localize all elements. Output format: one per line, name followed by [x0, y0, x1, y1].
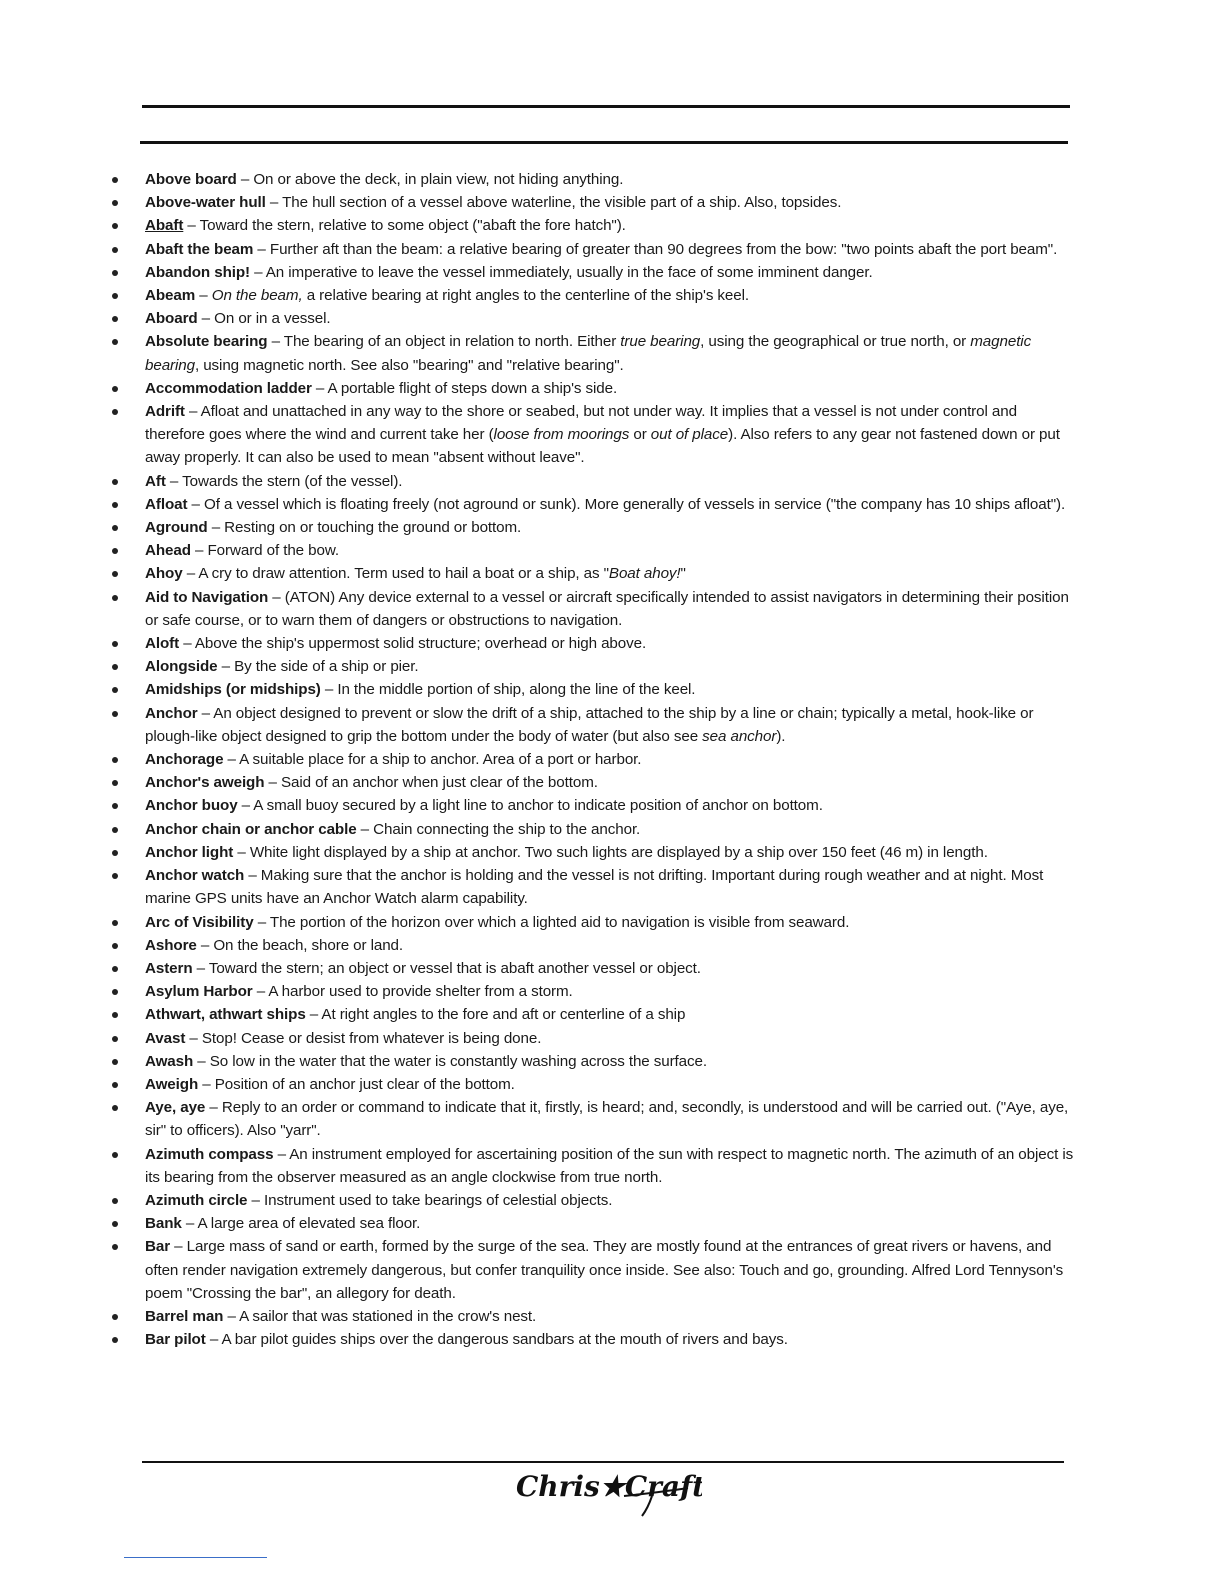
footer-link-underline	[124, 1557, 267, 1558]
bullet-icon	[112, 1152, 118, 1158]
glossary-entry	[112, 1235, 1078, 1305]
glossary-term: Aboard	[145, 310, 198, 328]
definition-text: – Reply to an order or command to indicate that it, firstly, is heard; and, secondly, is understood and will be carried out. ("Aye, aye, sir" to officers). Also "yarr".	[145, 1099, 1069, 1140]
glossary-entry	[112, 307, 1078, 330]
definition-text: – Toward the stern, relative to some object ("abaft the fore hatch").	[183, 217, 626, 235]
glossary-entry	[112, 957, 1078, 980]
definition-text: "	[680, 565, 686, 583]
glossary-term: Abaft the beam	[145, 240, 254, 258]
definition-text: – Resting on or touching the ground or bottom.	[207, 519, 522, 537]
glossary-term: Bank	[145, 1215, 182, 1233]
glossary-term: Aloft	[145, 635, 180, 653]
footer-rule	[142, 1461, 1064, 1463]
definition-text: – Said of an anchor when just clear of the bottom.	[264, 774, 598, 792]
definition-text: – Large mass of sand or earth, formed by the surge of the sea. They are mostly found at the entrances of great rivers or havens, and often render navigation extremely dangerous, but confer tranquility once inside. See also: Touch and go, grounding. Alfred Lord Tennyson's poem "Crossing the bar", an allegory for death.	[145, 1238, 1064, 1302]
bullet-icon	[112, 1082, 118, 1088]
glossary-term: Awash	[145, 1052, 194, 1070]
bullet-icon	[112, 247, 118, 253]
glossary-term: Azimuth circle	[145, 1191, 248, 1209]
bullet-icon	[112, 223, 118, 229]
glossary-entry	[112, 911, 1078, 934]
glossary-entry	[112, 632, 1078, 655]
definition-text: – So low in the water that the water is constantly washing across the surface.	[193, 1052, 707, 1070]
glossary-term: Absolute bearing	[145, 333, 268, 351]
glossary-entry	[112, 330, 1078, 376]
glossary-entry	[112, 1027, 1078, 1050]
glossary-entry	[112, 400, 1078, 470]
glossary-term: Adrift	[145, 403, 185, 421]
glossary-entry	[112, 1003, 1078, 1026]
glossary-term: Anchor's aweigh	[145, 774, 265, 792]
bullet-icon	[112, 409, 118, 415]
glossary-entry	[112, 377, 1078, 400]
glossary-term: Accommodation ladder	[145, 379, 312, 397]
definition-text: – An instrument employed for ascertaining position of the sun with respect to magnetic north. The azimuth of an object is its bearing from the observer measured as an angle clockwise from true north.	[145, 1145, 1074, 1186]
glossary-entry	[112, 1050, 1078, 1073]
glossary-term: Ashore	[145, 936, 197, 954]
definition-text: – (ATON) Any device external to a vessel or aircraft specifically intended to assist navigators in determining their position or safe course, or to warn them of dangers or obstructions to navigation.	[145, 588, 1069, 629]
glossary-term: Above board	[145, 171, 237, 188]
definition-text: – The portion of the horizon over which a lighted aid to navigation is visible from seaward.	[253, 913, 850, 931]
definition-italic-text: true bearing	[620, 333, 701, 351]
definition-text: – White light displayed by a ship at anchor. Two such lights are displayed by a ship over 150 feet (46 m) in length.	[233, 843, 988, 861]
bullet-icon	[112, 1244, 118, 1250]
bullet-icon	[112, 641, 118, 647]
definition-italic-text: On the beam,	[211, 287, 303, 305]
bullet-icon	[112, 177, 118, 183]
definition-text: – A suitable place for a ship to anchor. Area of a port or harbor.	[223, 751, 642, 769]
glossary-term: Amidships (or midships)	[145, 681, 321, 699]
definition-text: – On or above the deck, in plain view, not hiding anything.	[236, 171, 624, 188]
definition-text: – A large area of elevated sea floor.	[181, 1215, 421, 1233]
definition-text: – Towards the stern (of the vessel).	[165, 472, 403, 490]
glossary-term: Abandon ship!	[145, 263, 250, 281]
glossary-entry	[112, 470, 1078, 493]
glossary-term: Ahoy	[145, 565, 183, 583]
glossary-term: Afloat	[145, 495, 188, 513]
definition-text: –	[195, 287, 212, 305]
bullet-icon	[112, 1012, 118, 1018]
glossary-entry	[112, 748, 1078, 771]
definition-text: – Stop! Cease or desist from whatever is being done.	[185, 1029, 542, 1047]
definition-text: or	[629, 426, 651, 444]
bullet-icon	[112, 339, 118, 345]
definition-text: , using magnetic north. See also "bearing" and "relative bearing".	[194, 356, 624, 374]
glossary-term: Abaft	[145, 217, 184, 235]
bullet-icon	[112, 780, 118, 786]
definition-text: – Toward the stern; an object or vessel that is abaft another vessel or object.	[192, 959, 701, 977]
glossary-term: Abeam	[145, 287, 196, 305]
glossary-list	[112, 168, 1078, 1351]
glossary-term: Anchor watch	[145, 867, 245, 885]
definition-text: – Chain connecting the ship to the anchor.	[356, 820, 641, 838]
glossary-entry	[112, 678, 1078, 701]
bullet-icon	[112, 1036, 118, 1042]
definition-text: , using the geographical or true north, or	[700, 333, 971, 351]
glossary-term: Anchor buoy	[145, 797, 238, 815]
bullet-icon	[112, 943, 118, 949]
bullet-icon	[112, 200, 118, 206]
glossary-term: Bar	[145, 1238, 171, 1256]
definition-text: ).	[776, 727, 786, 745]
definition-text: – A cry to draw attention. Term used to hail a boat or a ship, as "	[182, 565, 609, 583]
glossary-entry	[112, 864, 1078, 910]
bullet-icon	[112, 920, 118, 926]
bullet-icon	[112, 1198, 118, 1204]
bullet-icon	[112, 1059, 118, 1065]
glossary-term: Asylum Harbor	[145, 983, 253, 1001]
definition-text: – At right angles to the fore and aft or centerline of a ship	[305, 1006, 686, 1024]
glossary-term: Anchorage	[145, 751, 224, 769]
bullet-icon	[112, 989, 118, 995]
glossary-term: Arc of Visibility	[145, 913, 254, 931]
definition-text: ). Also refers to any gear not fastened down or put away properly. It can also be used to mean "absent without leave".	[145, 426, 1060, 467]
glossary-entry	[112, 238, 1078, 261]
glossary-entry	[112, 841, 1078, 864]
bullet-icon	[112, 316, 118, 322]
glossary-entry	[112, 168, 1078, 191]
definition-text: – An imperative to leave the vessel immediately, usually in the face of some imminent danger.	[250, 263, 873, 281]
bullet-icon	[112, 502, 118, 508]
glossary-entry	[112, 516, 1078, 539]
glossary-term: Aweigh	[145, 1075, 199, 1093]
chris-craft-logo	[512, 1466, 702, 1518]
definition-text: a relative bearing at right angles to the centerline of the ship's keel.	[302, 287, 750, 305]
definition-italic-text: magnetic bearing	[145, 333, 1032, 374]
glossary-entry	[112, 1096, 1078, 1142]
glossary-term: Azimuth compass	[145, 1145, 274, 1163]
glossary-entry	[112, 794, 1078, 817]
definition-text: – In the middle portion of ship, along the line of the keel.	[320, 681, 696, 699]
glossary-entry	[112, 934, 1078, 957]
glossary-term: Anchor	[145, 704, 198, 722]
bullet-icon	[112, 1221, 118, 1227]
bullet-icon	[112, 1337, 118, 1343]
definition-text: – Above the ship's uppermost solid structure; overhead or high above.	[179, 635, 647, 653]
bullet-icon	[112, 595, 118, 601]
glossary-term: Ahead	[145, 542, 191, 560]
glossary-term: Alongside	[145, 658, 218, 676]
definition-text: – A bar pilot guides ships over the dangerous sandbars at the mouth of rivers and bays.	[205, 1331, 788, 1349]
bullet-icon	[112, 479, 118, 485]
definition-italic-text: sea anchor	[702, 727, 777, 745]
glossary-term: Bar pilot	[145, 1331, 206, 1349]
glossary-term: Avast	[145, 1029, 186, 1047]
definition-text: – The bearing of an object in relation to north. Either	[267, 333, 621, 351]
bullet-icon	[112, 571, 118, 577]
bullet-icon	[112, 850, 118, 856]
definition-text: – An object designed to prevent or slow the drift of a ship, attached to the ship by a line or chain; typically a metal, hook-like or plough-like object designed to grip the bottom under the body of water (but also see	[145, 704, 1034, 745]
glossary-term: Athwart, athwart ships	[145, 1006, 306, 1024]
header-rule-bottom	[140, 141, 1068, 144]
glossary-entry	[112, 1328, 1078, 1351]
bullet-icon	[112, 966, 118, 972]
glossary-term: Barrel man	[145, 1307, 224, 1325]
definition-text: – On or in a vessel.	[197, 310, 331, 328]
glossary-entry	[112, 261, 1078, 284]
definition-italic-text: loose from moorings	[493, 426, 630, 444]
bullet-icon	[112, 293, 118, 299]
bullet-icon	[112, 687, 118, 693]
glossary-term: Anchor chain or anchor cable	[145, 820, 357, 838]
glossary-entry	[112, 493, 1078, 516]
definition-italic-text: Boat ahoy!	[608, 565, 681, 583]
definition-text: – On the beach, shore or land.	[196, 936, 404, 954]
glossary-entry	[112, 586, 1078, 632]
glossary-entry	[112, 980, 1078, 1003]
glossary-term: Aye, aye	[145, 1099, 206, 1117]
bullet-icon	[112, 757, 118, 763]
definition-text: – A sailor that was stationed in the crow's nest.	[223, 1307, 537, 1325]
bullet-icon	[112, 873, 118, 879]
bullet-icon	[112, 386, 118, 392]
chris-craft-logo-signature-icon	[512, 1466, 702, 1518]
glossary-term: Aground	[145, 519, 208, 537]
glossary-entry	[112, 1212, 1078, 1235]
glossary-entry	[112, 214, 1078, 237]
glossary-entry	[112, 771, 1078, 794]
glossary-term: Above-water hull	[145, 194, 266, 212]
definition-text: – Making sure that the anchor is holding and the vessel is not drifting. Important during rough weather and at night. Most marine GPS units have an Anchor Watch alarm capability.	[145, 867, 1044, 908]
logo-text: Chris★Craft	[516, 1470, 702, 1503]
definition-text: – By the side of a ship or pier.	[217, 658, 419, 676]
definition-text: – Instrument used to take bearings of celestial objects.	[247, 1191, 613, 1209]
glossary-term: Astern	[145, 959, 193, 977]
glossary-entry	[112, 1305, 1078, 1328]
bullet-icon	[112, 803, 118, 809]
bullet-icon	[112, 1105, 118, 1111]
glossary-term: Aid to Navigation	[145, 588, 269, 606]
definition-text: – Forward of the bow.	[190, 542, 339, 560]
glossary-term: Anchor light	[145, 843, 234, 861]
glossary-entry	[112, 1143, 1078, 1189]
bullet-icon	[112, 664, 118, 670]
glossary-entry	[112, 818, 1078, 841]
glossary-entry	[112, 702, 1078, 748]
definition-text: – Position of an anchor just clear of the bottom.	[198, 1075, 515, 1093]
glossary-entry	[112, 191, 1078, 214]
glossary-term: Aft	[145, 472, 166, 490]
glossary-entry	[112, 284, 1078, 307]
definition-italic-text: out of place	[650, 426, 729, 444]
bullet-icon	[112, 827, 118, 833]
glossary-entry	[112, 655, 1078, 678]
bullet-icon	[112, 1314, 118, 1320]
definition-text: – The hull section of a vessel above waterline, the visible part of a ship. Also, topsides.	[265, 194, 842, 212]
glossary-entry	[112, 562, 1078, 585]
header-rule-top	[142, 105, 1070, 108]
glossary-entry	[112, 1189, 1078, 1212]
definition-text: – A harbor used to provide shelter from a storm.	[252, 983, 573, 1001]
bullet-icon	[112, 270, 118, 276]
bullet-icon	[112, 711, 118, 717]
bullet-icon	[112, 525, 118, 531]
definition-text: – A portable flight of steps down a ship's side.	[311, 379, 618, 397]
definition-text: – Further aft than the beam: a relative bearing of greater than 90 degrees from the bow: "two points abaft the port beam".	[253, 240, 1058, 258]
definition-text: – Afloat and unattached in any way to the shore or seabed, but not under way. It implies that a vessel is not under control and therefore goes where the wind and current take her (	[145, 403, 1017, 444]
glossary-entry	[112, 539, 1078, 562]
definition-text: – Of a vessel which is floating freely (not aground or sunk). More generally of vessels in service ("the company has 10 ships afloat").	[187, 495, 1066, 513]
bullet-icon	[112, 548, 118, 554]
definition-text: – A small buoy secured by a light line to anchor to indicate position of anchor on bottom.	[237, 797, 823, 815]
glossary-entry	[112, 1073, 1078, 1096]
